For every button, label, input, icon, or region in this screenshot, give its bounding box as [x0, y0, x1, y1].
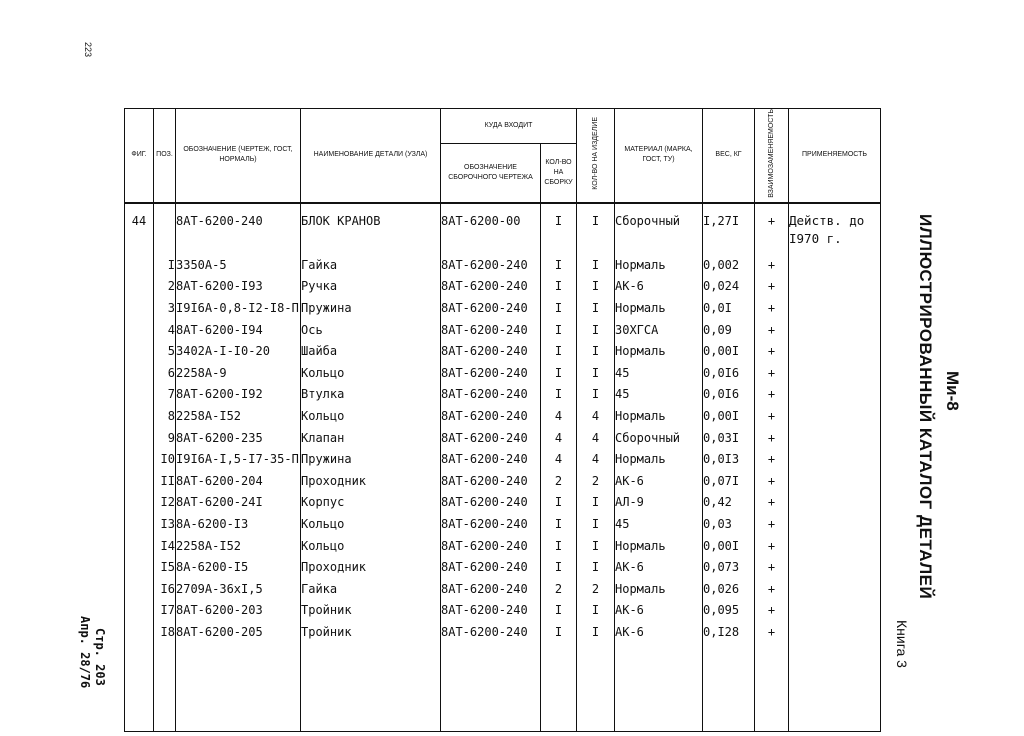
- cell-asm: 8АТ-6200-240: [441, 536, 541, 558]
- cell-qa: 2: [541, 579, 577, 601]
- cell-asm: 8АТ-6200-240: [441, 255, 541, 277]
- table-row: [125, 203, 881, 255]
- cell-app: [789, 363, 881, 385]
- cell-mat: Нормаль: [615, 579, 703, 601]
- cell-fig: [125, 449, 154, 471]
- cell-qa: I: [541, 622, 577, 644]
- cell-asm: 8АТ-6200-240: [441, 557, 541, 579]
- cell-wt: 0,I28: [703, 622, 755, 644]
- cell-asm: 8АТ-6200-240: [441, 579, 541, 601]
- cell-name: Ось: [301, 320, 441, 342]
- cell-fig: [125, 557, 154, 579]
- cell-app: [789, 384, 881, 406]
- page-number: 223: [83, 42, 93, 58]
- cell-pos: I8: [154, 622, 176, 644]
- cell-qi: I: [577, 384, 615, 406]
- cell-qa: I: [541, 320, 577, 342]
- cell-fig: [125, 406, 154, 428]
- cell-qa: I: [541, 276, 577, 298]
- cell-qi: I: [577, 203, 615, 255]
- cell-asm: 8АТ-6200-240: [441, 514, 541, 536]
- cell-name: Проходник: [301, 557, 441, 579]
- table-row: [125, 406, 881, 428]
- cell-wt: 0,0I3: [703, 449, 755, 471]
- cell-mat: Нормаль: [615, 341, 703, 363]
- cell-pos: I5: [154, 557, 176, 579]
- cell-pos: I2: [154, 492, 176, 514]
- cell-int: +: [755, 203, 789, 255]
- table-row: [125, 341, 881, 363]
- cell-qa: 2: [541, 471, 577, 493]
- cell-pos: 5: [154, 341, 176, 363]
- table-row: [125, 536, 881, 558]
- cell-qa: I: [541, 557, 577, 579]
- cell-qi: 4: [577, 406, 615, 428]
- header-weight: ВЕС, КГ: [703, 109, 755, 203]
- cell-fig: [125, 276, 154, 298]
- revision-date: Апр. 28/76: [78, 616, 92, 689]
- cell-app: [789, 536, 881, 558]
- header-designation: ОБОЗНАЧЕНИЕ (ЧЕРТЕЖ, ГОСТ, НОРМАЛЬ): [176, 109, 301, 203]
- header-applicability: ПРИМЕНЯЕМОСТЬ: [789, 109, 881, 203]
- cell-mat: 45: [615, 363, 703, 385]
- cell-qa: I: [541, 514, 577, 536]
- header-qty-per-assembly: КОЛ-ВО НА СБОРКУ: [541, 143, 577, 203]
- cell-mat: Нормаль: [615, 255, 703, 277]
- cell-name: Клапан: [301, 428, 441, 450]
- cell-name: Гайка: [301, 579, 441, 601]
- cell-int: +: [755, 492, 789, 514]
- cell-code: 3402А-I-I0-20: [176, 341, 301, 363]
- cell-app: [789, 622, 881, 644]
- cell-qi: I: [577, 320, 615, 342]
- cell-app: [789, 492, 881, 514]
- cell-code: 8АТ-6200-I94: [176, 320, 301, 342]
- cell-fig: [125, 341, 154, 363]
- cell-mat: АК-6: [615, 622, 703, 644]
- cell-app: [789, 471, 881, 493]
- aircraft-model: Ми-8: [943, 371, 962, 411]
- cell-qa: I: [541, 600, 577, 622]
- cell-code: 8АТ-6200-24I: [176, 492, 301, 514]
- table-row: [125, 449, 881, 471]
- cell-fig: [125, 428, 154, 450]
- cell-code: 8А-6200-I5: [176, 557, 301, 579]
- cell-mat: АК-6: [615, 600, 703, 622]
- cell-int: +: [755, 536, 789, 558]
- cell-wt: 0,07I: [703, 471, 755, 493]
- table-row: [125, 320, 881, 342]
- cell-qi: I: [577, 536, 615, 558]
- cell-code: 8А-6200-I3: [176, 514, 301, 536]
- cell-qa: I: [541, 363, 577, 385]
- cell-int: +: [755, 579, 789, 601]
- empty-row: [125, 643, 881, 732]
- cell-asm: 8АТ-6200-00: [441, 203, 541, 255]
- cell-asm: 8АТ-6200-240: [441, 449, 541, 471]
- cell-asm: 8АТ-6200-240: [441, 341, 541, 363]
- cell-qi: 4: [577, 428, 615, 450]
- cell-code: 2258А-I52: [176, 536, 301, 558]
- cell-int: +: [755, 255, 789, 277]
- page-label: Стр. 203: [93, 628, 107, 686]
- cell-qi: I: [577, 276, 615, 298]
- cell-qi: 2: [577, 579, 615, 601]
- cell-wt: I,27I: [703, 203, 755, 255]
- cell-int: +: [755, 363, 789, 385]
- cell-asm: 8АТ-6200-240: [441, 276, 541, 298]
- cell-name: Тройник: [301, 622, 441, 644]
- cell-pos: I7: [154, 600, 176, 622]
- cell-int: +: [755, 600, 789, 622]
- cell-wt: 0,0I6: [703, 384, 755, 406]
- cell-pos: I0: [154, 449, 176, 471]
- cell-qi: I: [577, 514, 615, 536]
- header-part-name: НАИМЕНОВАНИЕ ДЕТАЛИ (УЗЛА): [301, 109, 441, 203]
- cell-fig: [125, 579, 154, 601]
- cell-fig: [125, 492, 154, 514]
- cell-name: Гайка: [301, 255, 441, 277]
- cell-name: Кольцо: [301, 536, 441, 558]
- table-row: [125, 514, 881, 536]
- cell-mat: Сборочный: [615, 428, 703, 450]
- cell-int: +: [755, 384, 789, 406]
- cell-fig: [125, 622, 154, 644]
- cell-code: 8АТ-6200-240: [176, 203, 301, 255]
- table-row: [125, 622, 881, 644]
- cell-code: 3350А-5: [176, 255, 301, 277]
- cell-pos: II: [154, 471, 176, 493]
- cell-mat: Нормаль: [615, 449, 703, 471]
- cell-int: +: [755, 428, 789, 450]
- cell-asm: 8АТ-6200-240: [441, 600, 541, 622]
- cell-asm: 8АТ-6200-240: [441, 622, 541, 644]
- cell-code: I9I6А-0,8-I2-I8-П: [176, 298, 301, 320]
- cell-pos: 9: [154, 428, 176, 450]
- cell-wt: 0,073: [703, 557, 755, 579]
- cell-qi: 4: [577, 449, 615, 471]
- cell-app: [789, 320, 881, 342]
- cell-wt: 0,03I: [703, 428, 755, 450]
- cell-wt: 0,42: [703, 492, 755, 514]
- cell-asm: 8АТ-6200-240: [441, 298, 541, 320]
- cell-asm: 8АТ-6200-240: [441, 471, 541, 493]
- cell-asm: 8АТ-6200-240: [441, 428, 541, 450]
- cell-qi: I: [577, 298, 615, 320]
- cell-code: 8АТ-6200-204: [176, 471, 301, 493]
- cell-mat: 45: [615, 384, 703, 406]
- cell-app: Действ. до I970 г.: [789, 203, 881, 255]
- cell-app: [789, 276, 881, 298]
- cell-qa: I: [541, 298, 577, 320]
- table-row: [125, 471, 881, 493]
- cell-pos: I3: [154, 514, 176, 536]
- cell-pos: 3: [154, 298, 176, 320]
- cell-pos: I4: [154, 536, 176, 558]
- cell-qa: I: [541, 203, 577, 255]
- cell-name: Корпус: [301, 492, 441, 514]
- table-row: [125, 492, 881, 514]
- header-qty-per-item: КОЛ-ВО НА ИЗДЕЛИЕ: [577, 109, 615, 203]
- cell-int: +: [755, 406, 789, 428]
- cell-name: Тройник: [301, 600, 441, 622]
- cell-pos: 2: [154, 276, 176, 298]
- cell-app: [789, 514, 881, 536]
- cell-name: Кольцо: [301, 363, 441, 385]
- cell-name: Проходник: [301, 471, 441, 493]
- cell-app: [789, 298, 881, 320]
- cell-code: 8АТ-6200-I93: [176, 276, 301, 298]
- cell-qi: 2: [577, 471, 615, 493]
- cell-app: [789, 255, 881, 277]
- cell-app: [789, 557, 881, 579]
- table-row: [125, 384, 881, 406]
- cell-asm: 8АТ-6200-240: [441, 492, 541, 514]
- cell-qi: I: [577, 600, 615, 622]
- header-assembly-designation: ОБОЗНАЧЕНИЕ СБОРОЧНОГО ЧЕРТЕЖА: [441, 143, 541, 203]
- cell-name: Шайба: [301, 341, 441, 363]
- cell-name: Ручка: [301, 276, 441, 298]
- cell-mat: АК-6: [615, 276, 703, 298]
- cell-qa: 4: [541, 449, 577, 471]
- cell-mat: АЛ-9: [615, 492, 703, 514]
- parts-catalog-table: [124, 108, 881, 732]
- cell-app: [789, 428, 881, 450]
- cell-wt: 0,095: [703, 600, 755, 622]
- cell-qa: 4: [541, 406, 577, 428]
- cell-name: Пружина: [301, 298, 441, 320]
- cell-mat: Нормаль: [615, 406, 703, 428]
- cell-int: +: [755, 622, 789, 644]
- cell-mat: Сборочный: [615, 203, 703, 255]
- cell-int: +: [755, 514, 789, 536]
- cell-asm: 8АТ-6200-240: [441, 406, 541, 428]
- cell-int: +: [755, 557, 789, 579]
- cell-int: +: [755, 298, 789, 320]
- cell-code: 8АТ-6200-I92: [176, 384, 301, 406]
- cell-qi: I: [577, 622, 615, 644]
- cell-fig: [125, 298, 154, 320]
- table-header: [125, 109, 881, 203]
- cell-wt: 0,00I: [703, 406, 755, 428]
- cell-wt: 0,09: [703, 320, 755, 342]
- cell-int: +: [755, 449, 789, 471]
- cell-app: [789, 449, 881, 471]
- cell-mat: 45: [615, 514, 703, 536]
- cell-code: I9I6А-I,5-I7-35-П: [176, 449, 301, 471]
- cell-fig: [125, 514, 154, 536]
- cell-fig: [125, 320, 154, 342]
- cell-code: 2258А-9: [176, 363, 301, 385]
- cell-wt: 0,00I: [703, 341, 755, 363]
- cell-int: +: [755, 471, 789, 493]
- cell-qa: I: [541, 341, 577, 363]
- cell-name: Пружина: [301, 449, 441, 471]
- cell-qa: I: [541, 492, 577, 514]
- book-label: Книга 3: [894, 620, 910, 668]
- cell-fig: [125, 363, 154, 385]
- cell-pos: 7: [154, 384, 176, 406]
- cell-mat: Нормаль: [615, 298, 703, 320]
- cell-qi: I: [577, 255, 615, 277]
- cell-app: [789, 600, 881, 622]
- cell-wt: 0,0I: [703, 298, 755, 320]
- cell-code: 8АТ-6200-203: [176, 600, 301, 622]
- cell-name: Втулка: [301, 384, 441, 406]
- header-pos: ПОЗ.: [154, 109, 176, 203]
- table-row: [125, 298, 881, 320]
- cell-asm: 8АТ-6200-240: [441, 384, 541, 406]
- cell-qa: I: [541, 384, 577, 406]
- table-row: [125, 600, 881, 622]
- cell-pos: I6: [154, 579, 176, 601]
- table-row: [125, 363, 881, 385]
- cell-code: 2258А-I52: [176, 406, 301, 428]
- cell-qa: I: [541, 536, 577, 558]
- cell-wt: 0,026: [703, 579, 755, 601]
- cell-qi: I: [577, 492, 615, 514]
- cell-qi: I: [577, 363, 615, 385]
- cell-fig: [125, 536, 154, 558]
- table-body: [125, 203, 881, 732]
- table-row: [125, 557, 881, 579]
- cell-asm: 8АТ-6200-240: [441, 320, 541, 342]
- cell-mat: АК-6: [615, 471, 703, 493]
- cell-name: Кольцо: [301, 514, 441, 536]
- cell-qi: I: [577, 557, 615, 579]
- cell-fig: [125, 384, 154, 406]
- cell-pos: I: [154, 255, 176, 277]
- cell-fig: [125, 471, 154, 493]
- cell-qi: I: [577, 341, 615, 363]
- cell-wt: 0,03: [703, 514, 755, 536]
- cell-qa: I: [541, 255, 577, 277]
- table-row: [125, 428, 881, 450]
- cell-fig: 44: [125, 203, 154, 255]
- cell-asm: 8АТ-6200-240: [441, 363, 541, 385]
- cell-code: 8АТ-6200-205: [176, 622, 301, 644]
- cell-fig: [125, 255, 154, 277]
- header-material: МАТЕРИАЛ (МАРКА, ГОСТ, ТУ): [615, 109, 703, 203]
- cell-mat: АК-6: [615, 557, 703, 579]
- cell-name: БЛОК КРАНОВ: [301, 203, 441, 255]
- table-row: [125, 276, 881, 298]
- cell-pos: 8: [154, 406, 176, 428]
- header-fig: ФИГ.: [125, 109, 154, 203]
- table-row: [125, 255, 881, 277]
- cell-app: [789, 579, 881, 601]
- cell-wt: 0,002: [703, 255, 755, 277]
- cell-app: [789, 406, 881, 428]
- cell-int: +: [755, 341, 789, 363]
- cell-qa: 4: [541, 428, 577, 450]
- cell-pos: 4: [154, 320, 176, 342]
- catalog-title: ИЛЛЮСТРИРОВАННЫЙ КАТАЛОГ ДЕТАЛЕЙ: [916, 214, 935, 600]
- cell-int: +: [755, 276, 789, 298]
- header-interchangeability: ВЗАИМОЗАМЕНЯЕМОСТЬ: [755, 109, 789, 203]
- cell-wt: 0,024: [703, 276, 755, 298]
- cell-pos: 6: [154, 363, 176, 385]
- cell-code: 2709А-36хI,5: [176, 579, 301, 601]
- cell-code: 8АТ-6200-235: [176, 428, 301, 450]
- cell-mat: 30ХГСА: [615, 320, 703, 342]
- cell-name: Кольцо: [301, 406, 441, 428]
- cell-wt: 0,0I6: [703, 363, 755, 385]
- table-row: [125, 579, 881, 601]
- cell-mat: Нормаль: [615, 536, 703, 558]
- cell-wt: 0,00I: [703, 536, 755, 558]
- cell-app: [789, 341, 881, 363]
- header-where-used: КУДА ВХОДИТ: [441, 109, 577, 144]
- cell-int: +: [755, 320, 789, 342]
- cell-fig: [125, 600, 154, 622]
- cell-pos: [154, 203, 176, 255]
